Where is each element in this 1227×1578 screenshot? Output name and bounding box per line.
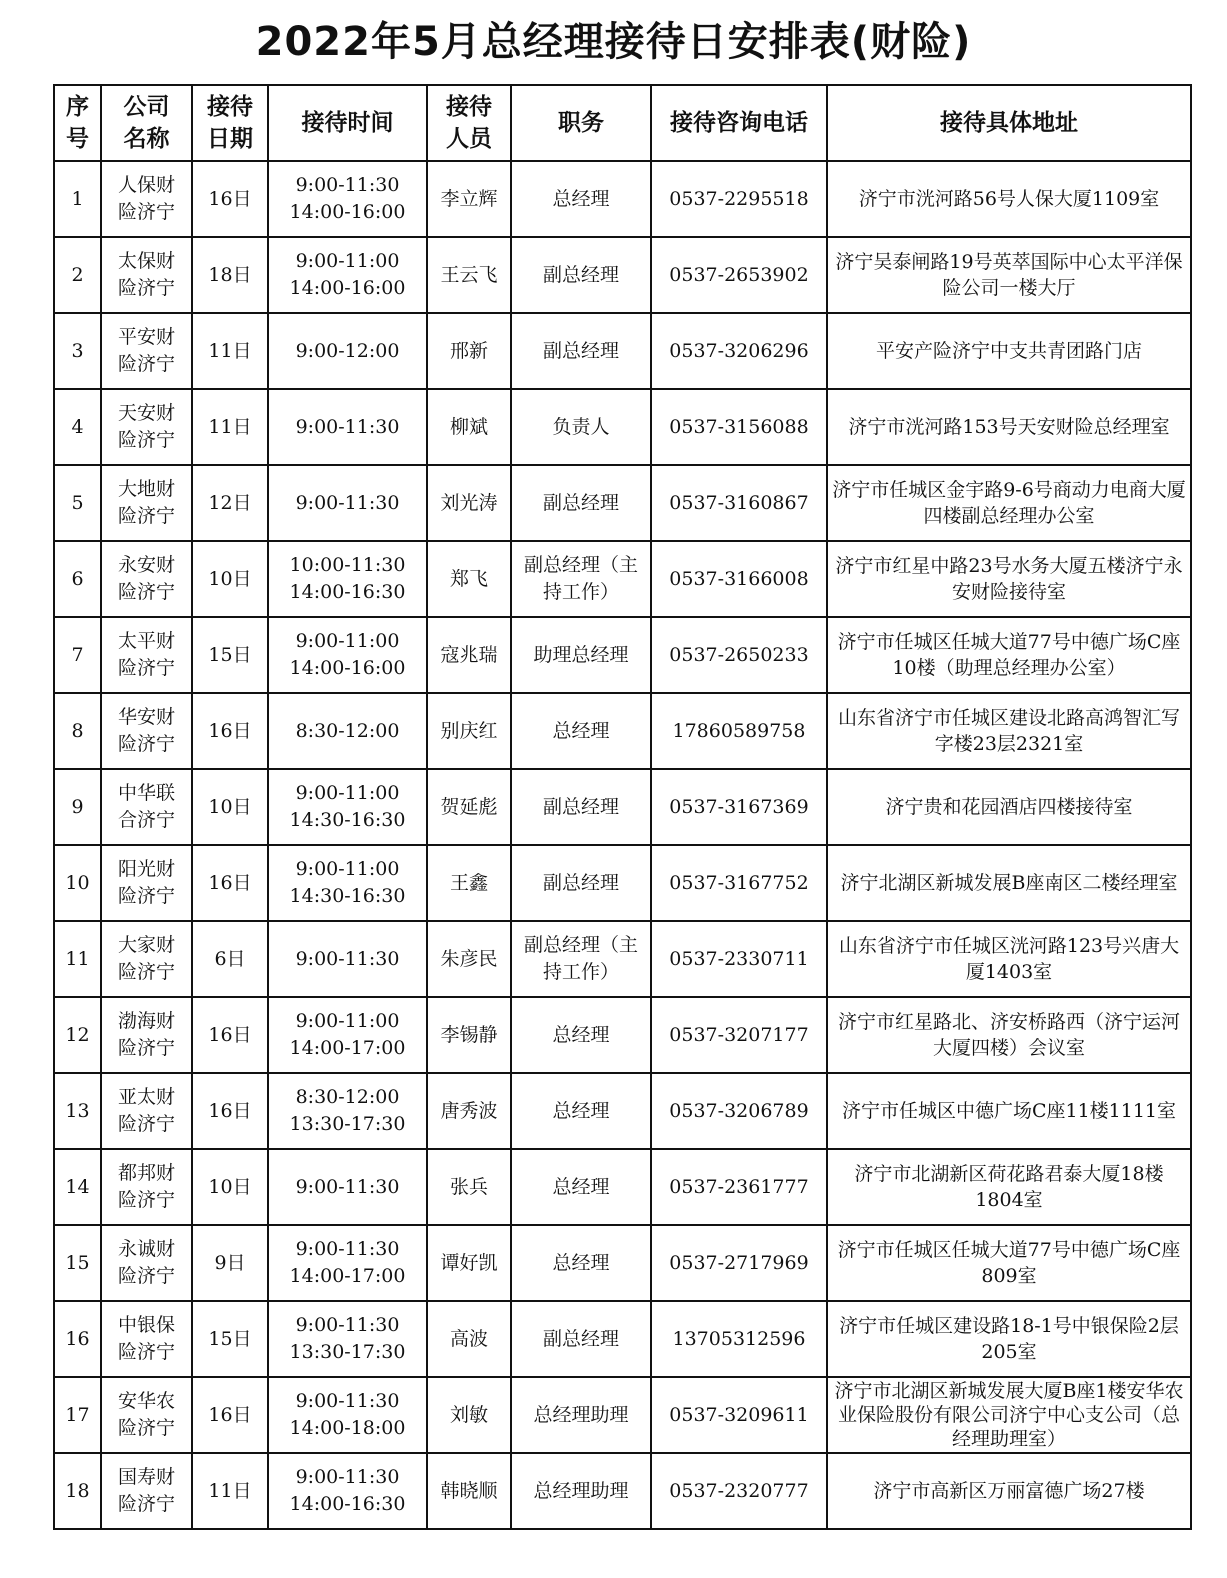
cell-address: 济宁市红星中路23号水务大厦五楼济宁永安财险接待室 <box>827 541 1191 617</box>
cell-time <box>268 1301 427 1377</box>
table-header-row <box>54 85 1191 161</box>
cell-seq: 4 <box>54 389 101 465</box>
time-range: 14:00-17:00 <box>289 1037 406 1059</box>
cell-phone: 0537-3209611 <box>651 1377 827 1453</box>
cell-company: 太平财 险济宁 <box>101 617 192 693</box>
cell-person: 郑飞 <box>427 541 511 617</box>
time-range: 9:00-11:30 <box>295 1175 400 1198</box>
table-row <box>54 313 1191 389</box>
cell-seq: 18 <box>54 1453 101 1529</box>
cell-person: 王鑫 <box>427 845 511 921</box>
cell-phone: 13705312596 <box>651 1301 827 1377</box>
cell-time <box>268 617 427 693</box>
cell-company: 平安财 险济宁 <box>101 313 192 389</box>
cell-address: 济宁市北湖新区荷花路君泰大厦18楼1804室 <box>827 1149 1191 1225</box>
time-range: 14:30-16:30 <box>289 885 406 907</box>
cell-address: 济宁市任城区任城大道77号中德广场C座10楼（助理总经理办公室） <box>827 617 1191 693</box>
cell-position: 总经理 <box>511 1149 651 1225</box>
table-row <box>54 1225 1191 1301</box>
cell-company: 渤海财 险济宁 <box>101 997 192 1073</box>
cell-date: 16日 <box>192 845 268 921</box>
cell-phone: 0537-3166008 <box>651 541 827 617</box>
cell-date: 10日 <box>192 541 268 617</box>
time-range: 14:30-16:30 <box>289 809 406 831</box>
cell-date: 18日 <box>192 237 268 313</box>
cell-person: 寇兆瑞 <box>427 617 511 693</box>
cell-position: 总经理 <box>511 693 651 769</box>
cell-seq: 11 <box>54 921 101 997</box>
cell-phone: 0537-3156088 <box>651 389 827 465</box>
cell-address: 济宁贵和花园酒店四楼接待室 <box>827 769 1191 845</box>
cell-address: 济宁市洸河路153号天安财险总经理室 <box>827 389 1191 465</box>
table-row <box>54 389 1191 465</box>
table-row <box>54 161 1191 237</box>
time-range: 8:30-12:00 <box>295 719 400 742</box>
cell-date: 11日 <box>192 313 268 389</box>
cell-position: 副总经理 <box>511 465 651 541</box>
cell-address: 平安产险济宁中支共青团路门店 <box>827 313 1191 389</box>
cell-date: 16日 <box>192 693 268 769</box>
cell-company: 大家财 险济宁 <box>101 921 192 997</box>
cell-time <box>268 1149 427 1225</box>
cell-phone: 0537-2717969 <box>651 1225 827 1301</box>
cell-time <box>268 1377 427 1453</box>
cell-phone: 0537-2653902 <box>651 237 827 313</box>
time-range: 9:00-11:30 <box>295 415 400 438</box>
time-range: 9:00-11:00 <box>295 630 400 652</box>
cell-person: 高波 <box>427 1301 511 1377</box>
cell-company: 华安财 险济宁 <box>101 693 192 769</box>
time-range: 14:00-16:00 <box>289 201 406 223</box>
cell-seq: 6 <box>54 541 101 617</box>
cell-company: 中银保 险济宁 <box>101 1301 192 1377</box>
cell-phone: 0537-3160867 <box>651 465 827 541</box>
cell-company: 阳光财 险济宁 <box>101 845 192 921</box>
cell-person: 李锡静 <box>427 997 511 1073</box>
cell-person: 刘敏 <box>427 1377 511 1453</box>
cell-person: 韩晓顺 <box>427 1453 511 1529</box>
cell-position: 副总经理 <box>511 237 651 313</box>
cell-company: 永安财 险济宁 <box>101 541 192 617</box>
cell-company: 国寿财 险济宁 <box>101 1453 192 1529</box>
time-range: 14:00-16:00 <box>289 277 406 299</box>
cell-time <box>268 693 427 769</box>
cell-time <box>268 997 427 1073</box>
cell-person: 柳斌 <box>427 389 511 465</box>
cell-position: 助理总经理 <box>511 617 651 693</box>
time-range: 14:00-16:30 <box>289 581 406 603</box>
table-body <box>54 161 1191 1529</box>
time-range: 14:00-16:30 <box>289 1493 406 1515</box>
cell-time <box>268 1225 427 1301</box>
header-date: 接待 日期 <box>192 85 268 161</box>
cell-address: 济宁吴泰闸路19号英萃国际中心太平洋保险公司一楼大厅 <box>827 237 1191 313</box>
cell-time <box>268 1453 427 1529</box>
cell-person: 刘光涛 <box>427 465 511 541</box>
cell-company: 天安财 险济宁 <box>101 389 192 465</box>
cell-company: 安华农 险济宁 <box>101 1377 192 1453</box>
cell-date: 16日 <box>192 1073 268 1149</box>
cell-seq: 8 <box>54 693 101 769</box>
header-phone: 接待咨询电话 <box>651 85 827 161</box>
time-range: 9:00-11:00 <box>295 250 400 272</box>
time-range: 9:00-11:00 <box>295 1010 400 1032</box>
cell-seq: 14 <box>54 1149 101 1225</box>
header-seq: 序 号 <box>54 85 101 161</box>
time-range: 9:00-11:30 <box>295 1238 400 1260</box>
table-row <box>54 1301 1191 1377</box>
cell-position: 负责人 <box>511 389 651 465</box>
cell-date: 11日 <box>192 389 268 465</box>
cell-phone: 0537-2295518 <box>651 161 827 237</box>
cell-phone: 0537-2320777 <box>651 1453 827 1529</box>
cell-seq: 3 <box>54 313 101 389</box>
table-row <box>54 1377 1191 1453</box>
cell-person: 李立辉 <box>427 161 511 237</box>
cell-date: 15日 <box>192 617 268 693</box>
cell-address: 济宁市任城区金宇路9-6号商动力电商大厦四楼副总经理办公室 <box>827 465 1191 541</box>
cell-address: 山东省济宁市任城区洸河路123号兴唐大厦1403室 <box>827 921 1191 997</box>
cell-position: 总经理 <box>511 1073 651 1149</box>
cell-person: 张兵 <box>427 1149 511 1225</box>
cell-position: 副总经理 <box>511 313 651 389</box>
cell-address: 济宁市洸河路56号人保大厦1109室 <box>827 161 1191 237</box>
cell-company: 中华联 合济宁 <box>101 769 192 845</box>
cell-time <box>268 845 427 921</box>
time-range: 8:30-12:00 <box>295 1086 400 1108</box>
cell-company: 大地财 险济宁 <box>101 465 192 541</box>
cell-time <box>268 541 427 617</box>
header-position: 职务 <box>511 85 651 161</box>
cell-date: 6日 <box>192 921 268 997</box>
cell-phone: 0537-3207177 <box>651 997 827 1073</box>
cell-phone: 0537-3167369 <box>651 769 827 845</box>
table-row <box>54 845 1191 921</box>
time-range: 9:00-11:00 <box>295 858 400 880</box>
cell-date: 15日 <box>192 1301 268 1377</box>
table-row <box>54 1149 1191 1225</box>
cell-phone: 0537-2361777 <box>651 1149 827 1225</box>
page-title: 2022年5月总经理接待日安排表(财险) <box>255 19 972 65</box>
cell-address: 济宁北湖区新城发展B座南区二楼经理室 <box>827 845 1191 921</box>
cell-date: 12日 <box>192 465 268 541</box>
cell-phone: 0537-2330711 <box>651 921 827 997</box>
cell-date: 9日 <box>192 1225 268 1301</box>
cell-position: 总经理 <box>511 1225 651 1301</box>
table-row <box>54 921 1191 997</box>
cell-person: 朱彦民 <box>427 921 511 997</box>
cell-date: 16日 <box>192 997 268 1073</box>
time-range: 9:00-11:30 <box>295 1390 400 1412</box>
cell-phone: 0537-3206296 <box>651 313 827 389</box>
schedule-table <box>53 84 1192 1530</box>
cell-company: 永诚财 险济宁 <box>101 1225 192 1301</box>
cell-position: 总经理助理 <box>511 1377 651 1453</box>
cell-person: 王云飞 <box>427 237 511 313</box>
cell-seq: 5 <box>54 465 101 541</box>
cell-address: 济宁市北湖区新城发展大厦B座1楼安华农业保险股份有限公司济宁中心支公司（总经理助理室） <box>827 1377 1191 1453</box>
time-range: 13:30-17:30 <box>289 1341 406 1363</box>
cell-seq: 16 <box>54 1301 101 1377</box>
table-row <box>54 1073 1191 1149</box>
cell-time <box>268 161 427 237</box>
table-row <box>54 465 1191 541</box>
cell-time <box>268 769 427 845</box>
header-address: 接待具体地址 <box>827 85 1191 161</box>
cell-date: 16日 <box>192 1377 268 1453</box>
cell-phone: 0537-3206789 <box>651 1073 827 1149</box>
cell-position: 副总经理（主持工作） <box>511 921 651 997</box>
cell-seq: 10 <box>54 845 101 921</box>
cell-address: 山东省济宁市任城区建设北路高鸿智汇写字楼23层2321室 <box>827 693 1191 769</box>
cell-phone: 17860589758 <box>651 693 827 769</box>
cell-address: 济宁市任城区任城大道77号中德广场C座809室 <box>827 1225 1191 1301</box>
table-row <box>54 237 1191 313</box>
cell-seq: 17 <box>54 1377 101 1453</box>
time-range: 14:00-18:00 <box>289 1417 406 1439</box>
cell-person: 邢新 <box>427 313 511 389</box>
cell-position: 副总经理 <box>511 845 651 921</box>
cell-position: 总经理 <box>511 161 651 237</box>
cell-seq: 9 <box>54 769 101 845</box>
cell-address: 济宁市红星路北、济安桥路西（济宁运河大厦四楼）会议室 <box>827 997 1191 1073</box>
cell-date: 10日 <box>192 1149 268 1225</box>
cell-position: 总经理助理 <box>511 1453 651 1529</box>
time-range: 9:00-11:30 <box>295 1314 400 1336</box>
cell-time <box>268 465 427 541</box>
table-row <box>54 997 1191 1073</box>
cell-address: 济宁市高新区万丽富德广场27楼 <box>827 1453 1191 1529</box>
cell-address: 济宁市任城区中德广场C座11楼1111室 <box>827 1073 1191 1149</box>
cell-company: 都邦财 险济宁 <box>101 1149 192 1225</box>
cell-phone: 0537-3167752 <box>651 845 827 921</box>
time-range: 14:00-17:00 <box>289 1265 406 1287</box>
time-range: 9:00-11:30 <box>295 491 400 514</box>
cell-company: 太保财 险济宁 <box>101 237 192 313</box>
cell-time <box>268 921 427 997</box>
table-row <box>54 541 1191 617</box>
cell-date: 10日 <box>192 769 268 845</box>
cell-seq: 1 <box>54 161 101 237</box>
cell-date: 16日 <box>192 161 268 237</box>
table-row <box>54 617 1191 693</box>
cell-seq: 7 <box>54 617 101 693</box>
cell-company: 人保财 险济宁 <box>101 161 192 237</box>
cell-time <box>268 1073 427 1149</box>
time-range: 9:00-11:30 <box>295 947 400 970</box>
cell-person: 别庆红 <box>427 693 511 769</box>
time-range: 9:00-11:30 <box>295 1466 400 1488</box>
cell-position: 副总经理（主持工作） <box>511 541 651 617</box>
table-row <box>54 693 1191 769</box>
cell-position: 总经理 <box>511 997 651 1073</box>
cell-person: 贺延彪 <box>427 769 511 845</box>
time-range: 9:00-12:00 <box>295 339 400 362</box>
time-range: 14:00-16:00 <box>289 657 406 679</box>
cell-address: 济宁市任城区建设路18-1号中银保险2层205室 <box>827 1301 1191 1377</box>
cell-person: 唐秀波 <box>427 1073 511 1149</box>
header-time: 接待时间 <box>268 85 427 161</box>
cell-date: 11日 <box>192 1453 268 1529</box>
time-range: 13:30-17:30 <box>289 1113 406 1135</box>
cell-seq: 13 <box>54 1073 101 1149</box>
table-row <box>54 1453 1191 1529</box>
time-range: 10:00-11:30 <box>289 554 406 576</box>
cell-time <box>268 237 427 313</box>
cell-person: 谭好凯 <box>427 1225 511 1301</box>
cell-phone: 0537-2650233 <box>651 617 827 693</box>
table-row <box>54 769 1191 845</box>
cell-position: 副总经理 <box>511 1301 651 1377</box>
cell-time <box>268 313 427 389</box>
cell-seq: 2 <box>54 237 101 313</box>
time-range: 9:00-11:30 <box>295 174 400 196</box>
header-person: 接待 人员 <box>427 85 511 161</box>
cell-time <box>268 389 427 465</box>
cell-seq: 15 <box>54 1225 101 1301</box>
cell-company: 亚太财 险济宁 <box>101 1073 192 1149</box>
cell-position: 副总经理 <box>511 769 651 845</box>
cell-seq: 12 <box>54 997 101 1073</box>
time-range: 9:00-11:00 <box>295 782 400 804</box>
header-company: 公司 名称 <box>101 85 192 161</box>
